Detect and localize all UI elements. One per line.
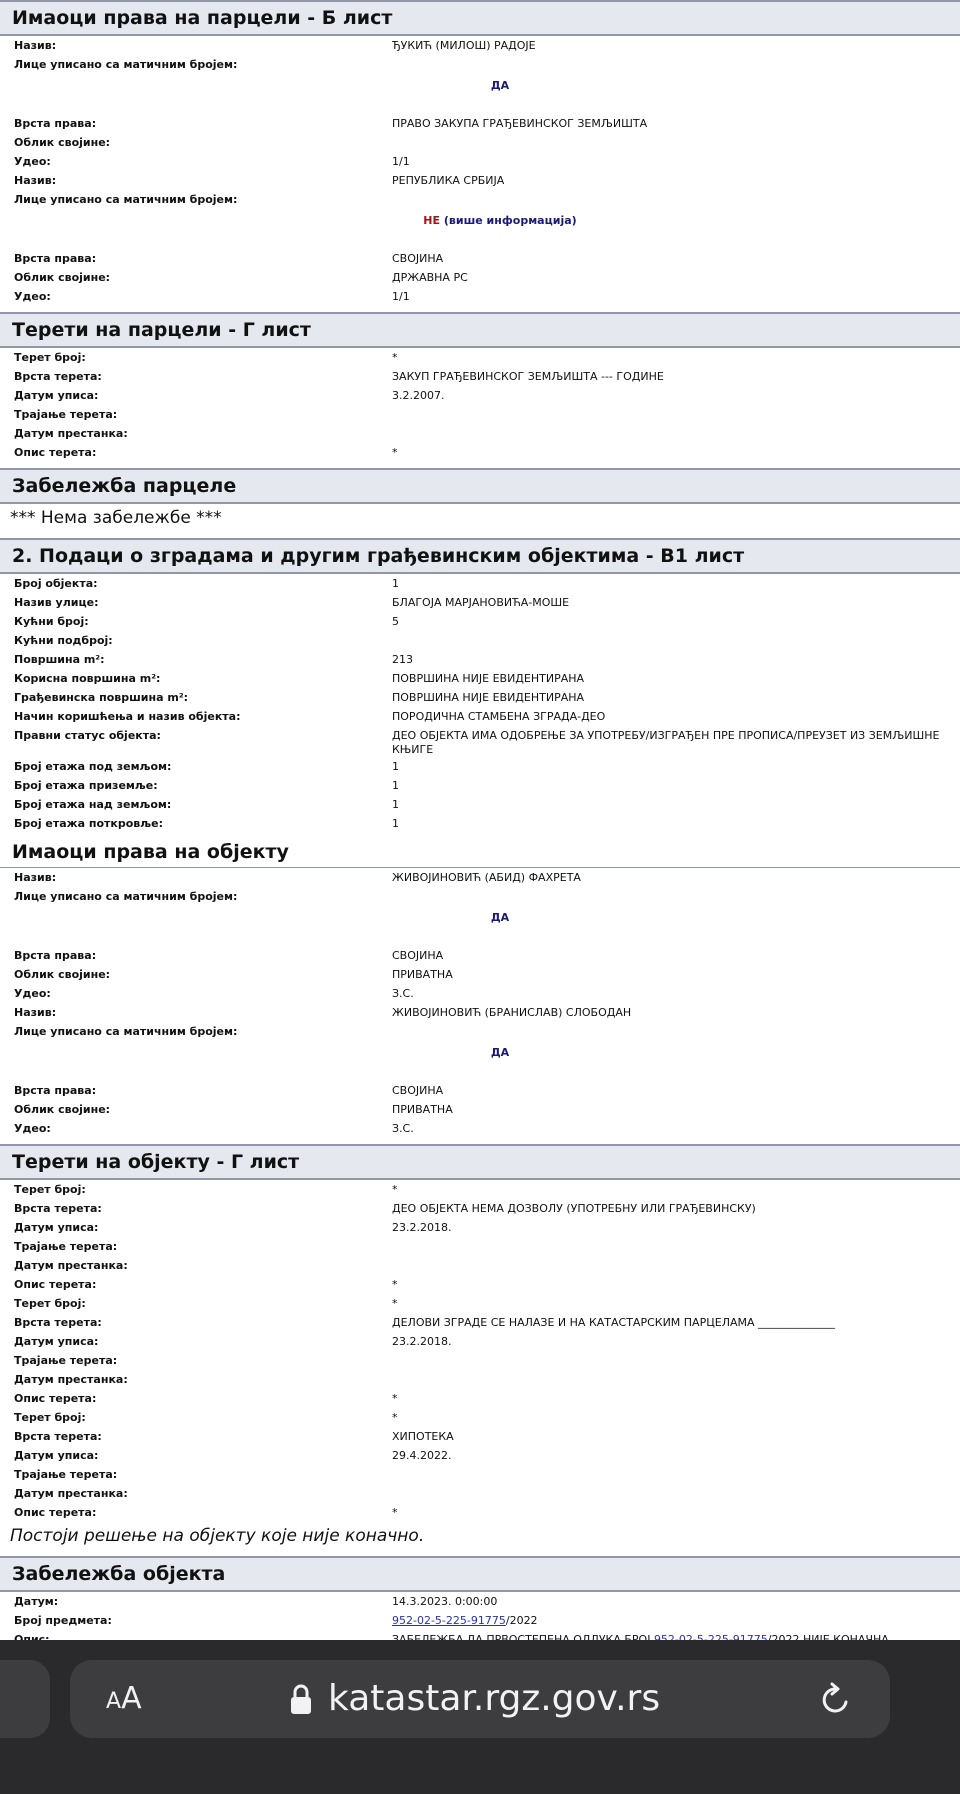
field-row: [0, 1313, 960, 1332]
field-label: Лице уписано са матичним бројем:: [14, 890, 238, 903]
field-row: [0, 1294, 960, 1313]
field-label: Врста права:: [14, 117, 97, 130]
field-value: 213: [392, 653, 413, 666]
flag-no: НЕ: [423, 214, 441, 227]
field-row: [0, 1503, 960, 1522]
field-label: Број предмета:: [14, 1614, 112, 1627]
previous-tab-preview[interactable]: [0, 1660, 50, 1738]
field-row: [0, 795, 960, 814]
field-value: СВОЈИНА: [392, 1084, 444, 1097]
section-header-object-burdens: Терети на објекту - Г лист: [0, 1144, 960, 1180]
field-label: Врста терета:: [14, 1316, 102, 1329]
address-bar[interactable]: [70, 1660, 890, 1738]
field-label: Назив:: [14, 871, 57, 884]
field-label: Назив:: [14, 174, 57, 187]
field-row: [0, 1446, 960, 1465]
field-value: 29.4.2022.: [392, 1449, 452, 1462]
field-label: Опис терета:: [14, 1278, 97, 1291]
field-value: ДЕО ОБЈЕКТА ИМА ОДОБРЕЊЕ ЗА УПОТРЕБУ/ИЗГРАЂЕН ПРЕ ПРОПИСА/ПРЕУЗЕТ ИЗ ЗЕМЉИШНЕ КЊИГЕ: [392, 729, 940, 756]
field-label: Број објекта:: [14, 577, 98, 590]
field-label: Датум:: [14, 1595, 59, 1608]
field-label: Број етажа под земљом:: [14, 760, 172, 773]
field-label: Назив:: [14, 1006, 57, 1019]
field-value: 5: [392, 615, 399, 628]
field-row: [0, 1218, 960, 1237]
field-row: [0, 631, 960, 650]
field-label: Облик својине:: [14, 271, 111, 284]
field-label: Терет број:: [14, 1183, 86, 1196]
field-label: Датум уписа:: [14, 1449, 99, 1462]
field-row: [0, 593, 960, 612]
section-header-parcel-burdens: Терети на парцели - Г лист: [0, 312, 960, 348]
field-row: [0, 1256, 960, 1275]
owner-entry: [0, 36, 960, 171]
field-value: СВОЈИНА: [392, 252, 444, 265]
field-value: З.С.: [392, 1122, 414, 1135]
section-header-parcel-owners: Имаоци права на парцели - Б лист: [0, 0, 960, 36]
field-value: 23.2.2018.: [392, 1221, 452, 1234]
field-label: Удео:: [14, 987, 51, 1000]
field-label: Врста права:: [14, 252, 97, 265]
field-label: Површина m²:: [14, 653, 105, 666]
field-row: [0, 424, 960, 443]
field-value: ДЕО ОБЈЕКТА НЕМА ДОЗВОЛУ (УПОТРЕБНУ ИЛИ ГРАЂЕВИНСКУ): [392, 1202, 756, 1215]
field-value: *: [392, 1183, 398, 1196]
field-value: 1: [392, 760, 399, 773]
field-value: ПРАВО ЗАКУПА ГРАЂЕВИНСКОГ ЗЕМЉИШТА: [392, 117, 648, 130]
field-label: Датум уписа:: [14, 1335, 99, 1348]
registered-flag: ДА: [490, 79, 510, 92]
field-row: [0, 1484, 960, 1503]
field-value: ЖИВОЈИНОВИЋ (БРАНИСЛАВ) СЛОБОДАН: [392, 1006, 632, 1019]
field-label: Начин коришћења и назив објекта:: [14, 710, 241, 723]
section-header-parcel-note: Забележба парцеле: [0, 468, 960, 504]
field-value: *: [392, 1278, 398, 1291]
field-label: Датум престанка:: [14, 1373, 128, 1386]
field-label: Корисна површина m²:: [14, 672, 161, 685]
field-value: ПРИВАТНА: [392, 1103, 453, 1116]
section-header-buildings: 2. Подаци о зградама и другим грађевинским објектима - В1 лист: [0, 538, 960, 574]
field-value: 1: [392, 779, 399, 792]
field-label: Врста терета:: [14, 1430, 102, 1443]
field-label: Трајање терета:: [14, 408, 118, 421]
field-row: [0, 757, 960, 776]
parcel-note-text: *** Нема забележбе ***: [10, 508, 222, 528]
field-label: Датум уписа:: [14, 389, 99, 402]
field-value: ДРЖАВНА РС: [392, 271, 468, 284]
field-label: Лице уписано са матичним бројем:: [14, 1025, 238, 1038]
field-value: ЖИВОЈИНОВИЋ (АБИД) ФАХРЕТА: [392, 871, 581, 884]
lock-icon: [290, 1683, 312, 1715]
section-header-object-owners: Имаоци права на објекту: [0, 837, 960, 868]
field-label: Назив улице:: [14, 596, 99, 609]
field-row: [0, 669, 960, 688]
field-label: Лице уписано са матичним бројем:: [14, 193, 238, 206]
reload-icon[interactable]: [816, 1680, 856, 1720]
field-value: 1/1: [392, 290, 410, 303]
aa-large-glyph: A: [121, 1681, 142, 1716]
field-label: Број етажа приземље:: [14, 779, 158, 792]
registered-flag: [0, 209, 960, 249]
field-label: Трајање терета:: [14, 1354, 118, 1367]
field-label: Удео:: [14, 155, 51, 168]
field-row: [0, 574, 960, 593]
field-row: [0, 726, 960, 757]
field-label: Правни статус објекта:: [14, 729, 161, 742]
field-value: БЛАГОЈА МАРЈАНОВИЋА-МОШЕ: [392, 596, 570, 609]
field-label: Кућни број:: [14, 615, 89, 628]
field-value: СВОЈИНА: [392, 949, 444, 962]
field-value: 1: [392, 817, 399, 830]
field-row: [0, 776, 960, 795]
field-label: Врста права:: [14, 1084, 97, 1097]
field-value: ПОВРШИНА НИЈЕ ЕВИДЕНТИРАНА: [392, 691, 585, 704]
reader-options-button[interactable]: [106, 1660, 142, 1738]
object-burden-list: [0, 1180, 960, 1522]
registered-flag: ДА: [490, 911, 510, 924]
field-label: Терет број:: [14, 1411, 86, 1424]
field-value: 1: [392, 577, 399, 590]
field-row: [0, 650, 960, 669]
field-label: Трајање терета:: [14, 1240, 118, 1253]
field-label: Опис терета:: [14, 1392, 97, 1405]
field-row: [0, 1427, 960, 1446]
field-value: ПРИВАТНА: [392, 968, 453, 981]
field-label: Лице уписано са матичним бројем:: [14, 58, 238, 71]
field-value: ПОВРШИНА НИЈЕ ЕВИДЕНТИРАНА: [392, 672, 585, 685]
field-row: [0, 1408, 960, 1427]
url-text: katastar.rgz.gov.rs: [328, 1678, 661, 1719]
field-label: Облик својине:: [14, 1103, 111, 1116]
parcel-burden-list: [0, 348, 960, 462]
registered-flag: ДА: [490, 1046, 510, 1059]
owner-entry: [0, 1003, 960, 1138]
field-label: Број етажа поткровље:: [14, 817, 164, 830]
field-value: 14.3.2023. 0:00:00: [392, 1595, 498, 1608]
field-label: Грађевинска површина m²:: [14, 691, 189, 704]
field-label: Назив:: [14, 39, 57, 52]
field-label: Датум престанка:: [14, 427, 128, 440]
field-label: Датум уписа:: [14, 1221, 99, 1234]
field-label: Удео:: [14, 290, 51, 303]
field-row: [0, 386, 960, 405]
field-value: 1: [392, 798, 399, 811]
field-row: [0, 348, 960, 367]
field-row: [0, 1180, 960, 1199]
field-label: Опис терета:: [14, 446, 97, 459]
field-row: [0, 707, 960, 726]
field-row: [0, 405, 960, 424]
field-row: [0, 1351, 960, 1370]
url-display[interactable]: [290, 1660, 660, 1738]
field-value: З.С.: [392, 987, 414, 1000]
field-value: ЗАКУП ГРАЂЕВИНСКОГ ЗЕМЉИШТА --- ГОДИНЕ: [392, 370, 664, 383]
field-value: 3.2.2007.: [392, 389, 445, 402]
field-row: [0, 443, 960, 462]
owner-entry: [0, 171, 960, 306]
field-value: ДЕЛОВИ ЗГРАДЕ СЕ НАЛАЗЕ И НА КАТАСТАРСКИМ ПАРЦЕЛАМА ______________: [392, 1316, 836, 1329]
browser-toolbar: [0, 1640, 960, 1794]
case-number: [392, 1611, 960, 1630]
building-field-list: [0, 574, 960, 833]
field-label: Кућни подброј:: [14, 634, 113, 647]
field-value: *: [392, 1411, 398, 1424]
section-header-object-note: Забележба објекта: [0, 1556, 960, 1592]
field-row: [0, 367, 960, 386]
field-label: Терет број:: [14, 351, 86, 364]
field-value: 1/1: [392, 155, 410, 168]
field-row: [0, 1389, 960, 1408]
field-label: Терет број:: [14, 1297, 86, 1310]
field-row: [0, 612, 960, 631]
aa-small-glyph: A: [106, 1689, 122, 1714]
field-row: [0, 1199, 960, 1218]
field-value: ХИПОТЕКА: [392, 1430, 454, 1443]
field-label: Облик својине:: [14, 968, 111, 981]
field-value: *: [392, 351, 398, 364]
field-row: [0, 1465, 960, 1484]
field-value: 23.2.2018.: [392, 1335, 452, 1348]
field-label: Трајање терета:: [14, 1468, 118, 1481]
more-info-link[interactable]: (више информација): [443, 214, 577, 227]
field-value: РЕПУБЛИКА СРБИЈА: [392, 174, 505, 187]
field-label: Врста терета:: [14, 370, 102, 383]
field-value: *: [392, 1297, 398, 1310]
owner-entry: [0, 868, 960, 1003]
field-row: [0, 814, 960, 833]
field-value: ЂУКИЋ (МИЛОШ) РАДОЈЕ: [392, 39, 536, 52]
field-label: Број етажа над земљом:: [14, 798, 172, 811]
case-number-suffix: /2022: [505, 1614, 538, 1627]
field-label: Врста терета:: [14, 1202, 102, 1215]
field-label: Удео:: [14, 1122, 51, 1135]
field-row: [0, 1237, 960, 1256]
field-label: Датум престанка:: [14, 1487, 128, 1500]
case-number-link[interactable]: 952-02-5-225-91775: [392, 1614, 506, 1627]
field-value: *: [392, 446, 398, 459]
decision-note: Постоји решење на објекту које није коначно.: [10, 1526, 425, 1546]
field-label: Датум престанка:: [14, 1259, 128, 1272]
field-row: [0, 1370, 960, 1389]
field-row: [0, 1275, 960, 1294]
field-row: [0, 1332, 960, 1351]
field-row: [0, 688, 960, 707]
field-value: *: [392, 1392, 398, 1405]
field-value: ПОРОДИЧНА СТАМБЕНА ЗГРАДА-ДЕО: [392, 710, 606, 723]
field-value: *: [392, 1506, 398, 1519]
field-label: Опис терета:: [14, 1506, 97, 1519]
field-label: Врста права:: [14, 949, 97, 962]
field-label: Облик својине:: [14, 136, 111, 149]
